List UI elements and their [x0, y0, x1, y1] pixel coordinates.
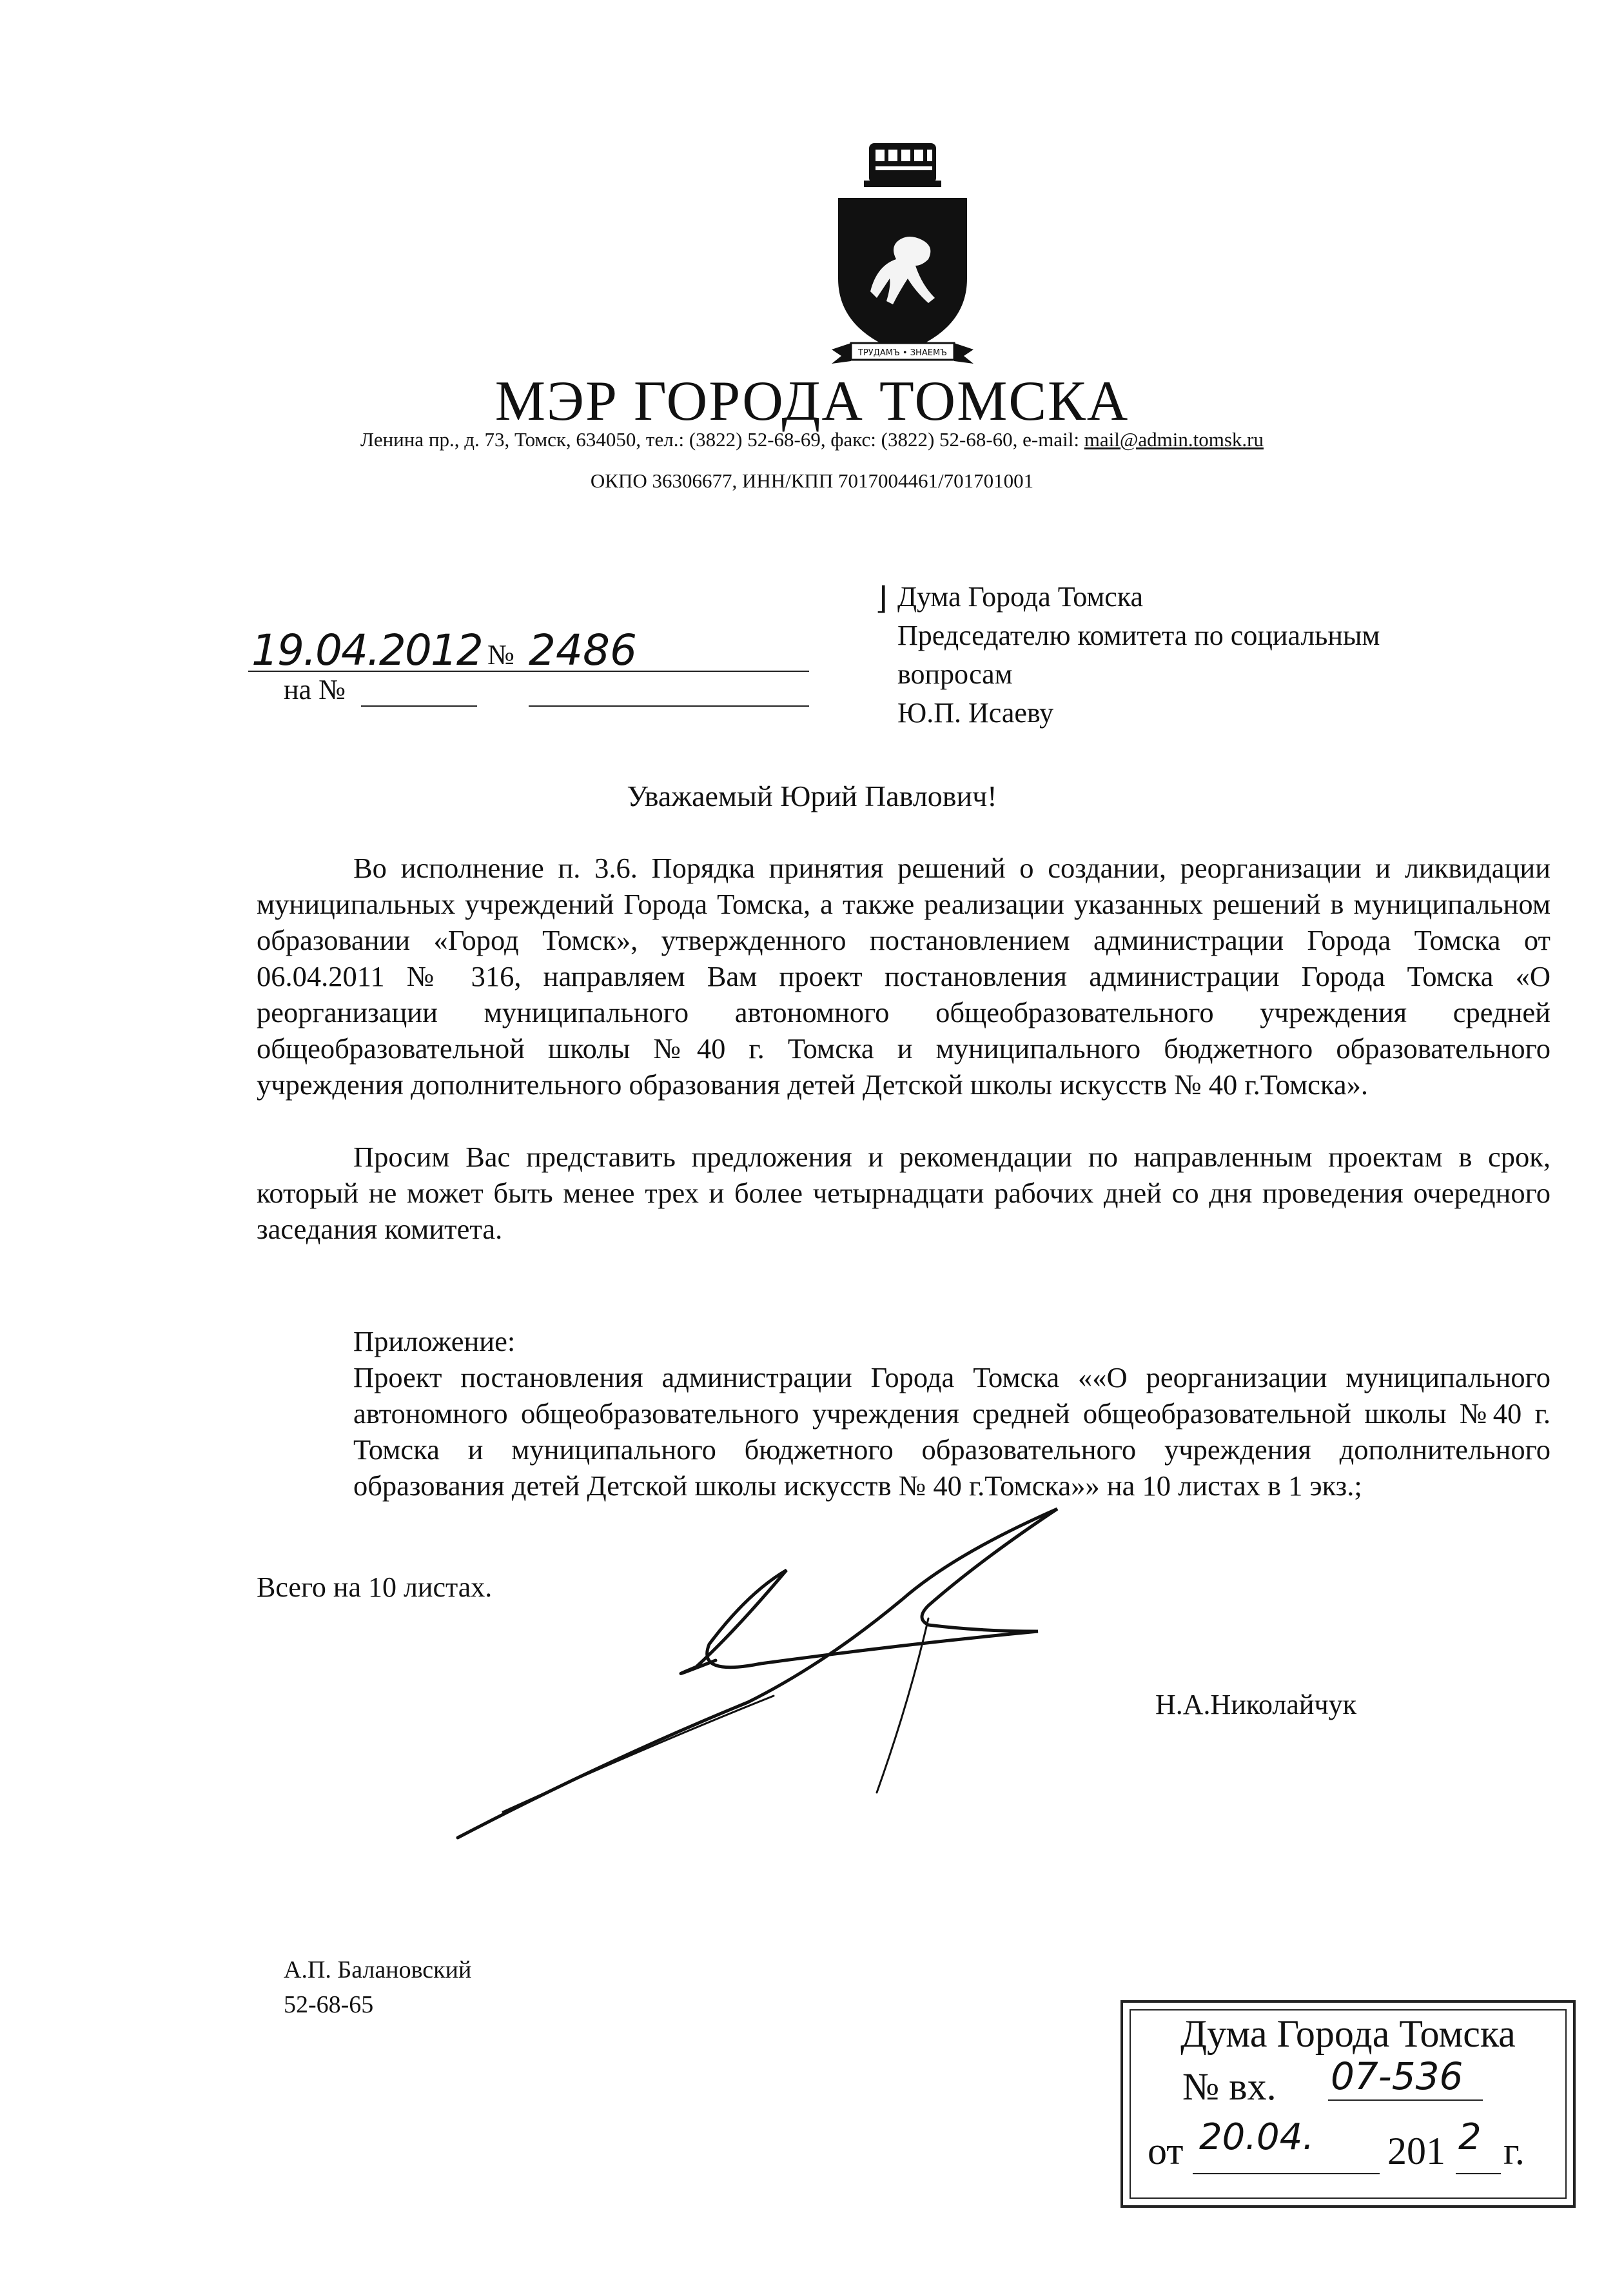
- reference-date-line: [529, 672, 809, 707]
- sender-address: [0, 428, 1624, 451]
- paragraph-text: Во исполнение п. 3.6. Порядка принятия решений о создании, реорганизации и ликвидации муниципальных учреждений Города Томска, а также реализации указанных решений в муниципальном образовании «Город Томск», утвержденного постановлением администрации Города Томска от 06.04.2011 № 316, направляем Вам проект постановления администрации Города Томска «О реорганизации муниципального автономного общеобразовательного учреждения средней общеобразовательной школы №40 г. Томска и муниципального бюджетного образовательного учреждения дополнительного образования детей Детской школы искусств № 40 г.Томска».: [257, 852, 1551, 1101]
- body-paragraph: [257, 850, 1551, 1103]
- stamp-year-prefix: 201: [1387, 2130, 1445, 2172]
- stamp-year-end: г.: [1503, 2130, 1525, 2172]
- incoming-stamp: [1120, 2000, 1576, 2208]
- total-pages: Всего на 10 листах.: [257, 1571, 493, 1603]
- recipient-block: [897, 578, 1380, 732]
- address-text: Ленина пр., д. 73, Томск, 634050, тел.: (3822) 52-68-69, факс: (3822) 52-68-60, e-mail:: [360, 428, 1084, 451]
- stamp-organization: Дума Города Томска: [1180, 2012, 1516, 2055]
- city-coat-of-arms: [825, 137, 980, 369]
- svg-text:ТРУДАМЪ • ЗНАЕМЪ: ТРУДАМЪ • ЗНАЕМЪ: [858, 348, 947, 358]
- page-title: МЭР ГОРОДА ТОМСКА: [494, 370, 1130, 433]
- executor-name: А.П. Балановский: [284, 1956, 472, 1983]
- stamp-date-prefix: от: [1148, 2130, 1184, 2172]
- registration-date: 19.04.2012: [251, 625, 482, 675]
- stamp-year-line: [1456, 2173, 1501, 2174]
- recipient-line: Ю.П. Исаеву: [897, 697, 1054, 729]
- reference-number-line: [361, 672, 477, 707]
- registration-number-symbol: №: [487, 639, 514, 671]
- handwritten-signature: [413, 1489, 1277, 1863]
- reference-number-label: на №: [284, 674, 346, 705]
- registration-number: 2486: [529, 625, 637, 675]
- organization-codes: ОКПО 36306677, ИНН/КПП 7017004461/701701001: [590, 469, 1034, 492]
- recipient-line: вопросам: [897, 658, 1013, 690]
- crown-icon: [864, 143, 941, 187]
- paragraph-text: Просим Вас представить предложения и рекомендации по направленным проектам в срок, который не может быть менее трех и более четырнадцати рабочих дней со дня проведения очередного заседания комитета.: [257, 1141, 1551, 1245]
- stamp-number-value: 07-536: [1331, 2054, 1463, 2098]
- attachment-text: Проект постановления администрации Города Томска ««О реорганизации муниципального автономного общеобразовательного учреждения средней общеобразовательной школы №40 г. Томска и муниципального бюджетного образовательного учреждения дополнительного образования детей Детской школы искусств № 40 г.Томска»» на 10 листах в 1 экз.;: [353, 1361, 1551, 1502]
- recipient-line: Дума Города Томска: [897, 581, 1144, 613]
- stamp-number-label: № вх.: [1182, 2065, 1277, 2108]
- recipient-line: Председателю комитета по социальным: [897, 620, 1380, 651]
- executor-block: [284, 1952, 471, 2022]
- salutation: Уважаемый Юрий Павлович!: [627, 780, 997, 812]
- stamp-date-value: 20.04.: [1199, 2116, 1315, 2158]
- attachment-label: Приложение:: [353, 1325, 516, 1357]
- executor-phone: 52-68-65: [284, 1991, 374, 2018]
- body-paragraph: [257, 1139, 1551, 1247]
- email-link[interactable]: mail@admin.tomsk.ru: [1084, 428, 1264, 451]
- stamp-number-line: [1328, 2099, 1483, 2101]
- signer-name: Н.А.Николайчук: [1155, 1689, 1356, 1720]
- stamp-date-line: [1193, 2173, 1380, 2174]
- corner-bracket-icon: ⌋: [876, 582, 888, 616]
- stamp-year-suffix: 2: [1458, 2116, 1482, 2158]
- attachment-block: [353, 1323, 1551, 1504]
